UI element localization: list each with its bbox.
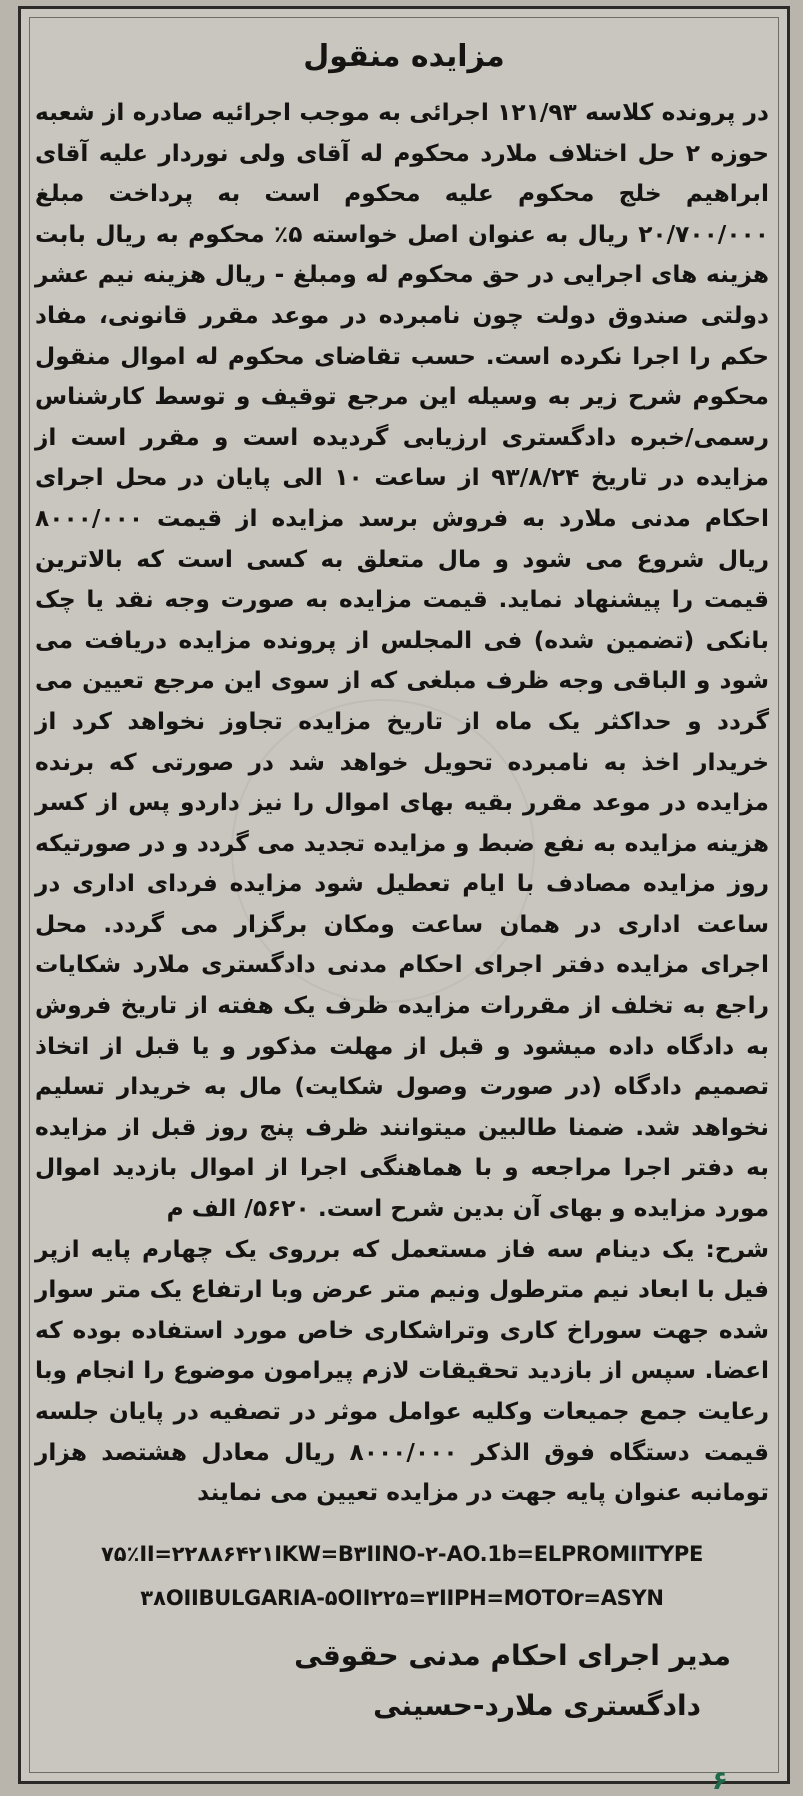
notice-title: مزایده منقول <box>303 39 505 74</box>
spec-line-2: ۳۸OIIBULGARIA-۵OII۲۲۵=۳IIPH=MOTOr=ASYN <box>140 1586 664 1610</box>
notice-body: در پرونده کلاسه ۱۲۱/۹۳ اجرائی به موجب اجرائیه صادره از شعبه حوزه ۲ حل اختلاف ملارد محکوم له آقای ولی نوردار علیه آقای ابراهیم خلج محکوم علیه محکوم است به پرداخت مبلغ ۲۰/۷۰۰/۰۰۰ ریال به عنوان اصل خواسته ۵٪ محکوم به ریال بابت هزینه های اجرایی در حق محکوم له ومبلغ - ریال هزینه نیم عشر دولتی صندوق دولت چون نامبرده در موعد مقرر قانونی، مفاد حکم را اجرا نکرده است. حسب تقاضای محکوم له اموال منقول محکوم شرح زیر به وسیله این مرجع توقیف و توسط کارشناس رسمی/خبره دادگستری ارزیابی گردیده است و مقرر است از مزایده در تاریخ ۹۳/۸/۲۴ از ساعت ۱۰ الی پایان در محل اجرای احکام مدنی ملارد به فروش برسد مزایده از قیمت ۸۰۰۰/۰۰۰ ریال شروع می شود و مال متعلق به کسی است که بالاترین قیمت را پیشنهاد نماید. قیمت مزایده به صورت وجه نقد یا چک بانکی (تضمین شده) فی المجلس از پرونده مزایده دریافت می شود و الباقی وجه ظرف مبلغی که از سوی این مرجع تعیین می گردد و حداکثر یک ماه از تاریخ مزایده تجاوز نخواهد کرد از خریدار اخذ به نامبرده تحویل خواهد شد در صورتی که برنده مزایده در موعد مقرر بقیه بهای اموال را نیز داردو پس از کسر هزینه مزایده به نفع ضبط و مزایده تجدید می گردد و در صورتیکه روز مزایده مصادف با ایام تعطیل شود مزایده فردای اداری در ساعت اداری در همان ساعت ومکان برگزار می گردد. محل اجرای مزایده دفتر اجرای احکام مدنی دادگستری ملارد شکایات راجع به تخلف از مقررات مزایده ظرف یک هفته از تاریخ فروش به دادگاه داده میشود و قبل از مهلت مذکور و یا قبل از اتخاذ تصمیم دادگاه (در صورت وصول شکایت) مال به خریدار تسلیم نخواهد شد. ضمنا طالبین میتوانند ظرف پنج روز قبل از مزایده به دفتر اجرا مراجعه و با هماهنگی اجرا از اموال بازدید اموال مورد مزایده و بهای آن بدین شرح است. ۵۶۲۰/ الف م شرح: یک دینام سه فاز مستعمل که برروی یک چهارم پایه ازپر فیل با ابعاد نیم مترطول ونیم متر عرض وبا ارتفاع یک متر سوار شده جهت سوراخ کاری وتراشکاری خاص مورد استفاده بوده که اعضا. سپس از بازدید تحقیقات لازم پیرامون موضوع را انجام وبا رعایت جمع جمیعات وکلیه عوامل موثر در تصفیه در پایان جلسه قیمت دستگاه فوق الذکر ۸۰۰۰/۰۰۰ ریال معادل هشتصد هزار تومانبه عنوان پایه جهت در مزایده تعیین می نمایند <box>35 99 770 1507</box>
spec-line-1: ۷۵٪II=۲۲۸۸۶۴۲۱IKW=B۳IINO-۲-AO.1b=ELPROMIITYPE <box>100 1542 704 1566</box>
page-corner-mark: ۶ <box>712 1766 728 1796</box>
signature-name: دادگستری ملارد-حسینی <box>373 1689 701 1722</box>
signature-title: مدیر اجرای احکام مدنی حقوقی <box>294 1639 731 1672</box>
newspaper-notice <box>18 6 790 1784</box>
